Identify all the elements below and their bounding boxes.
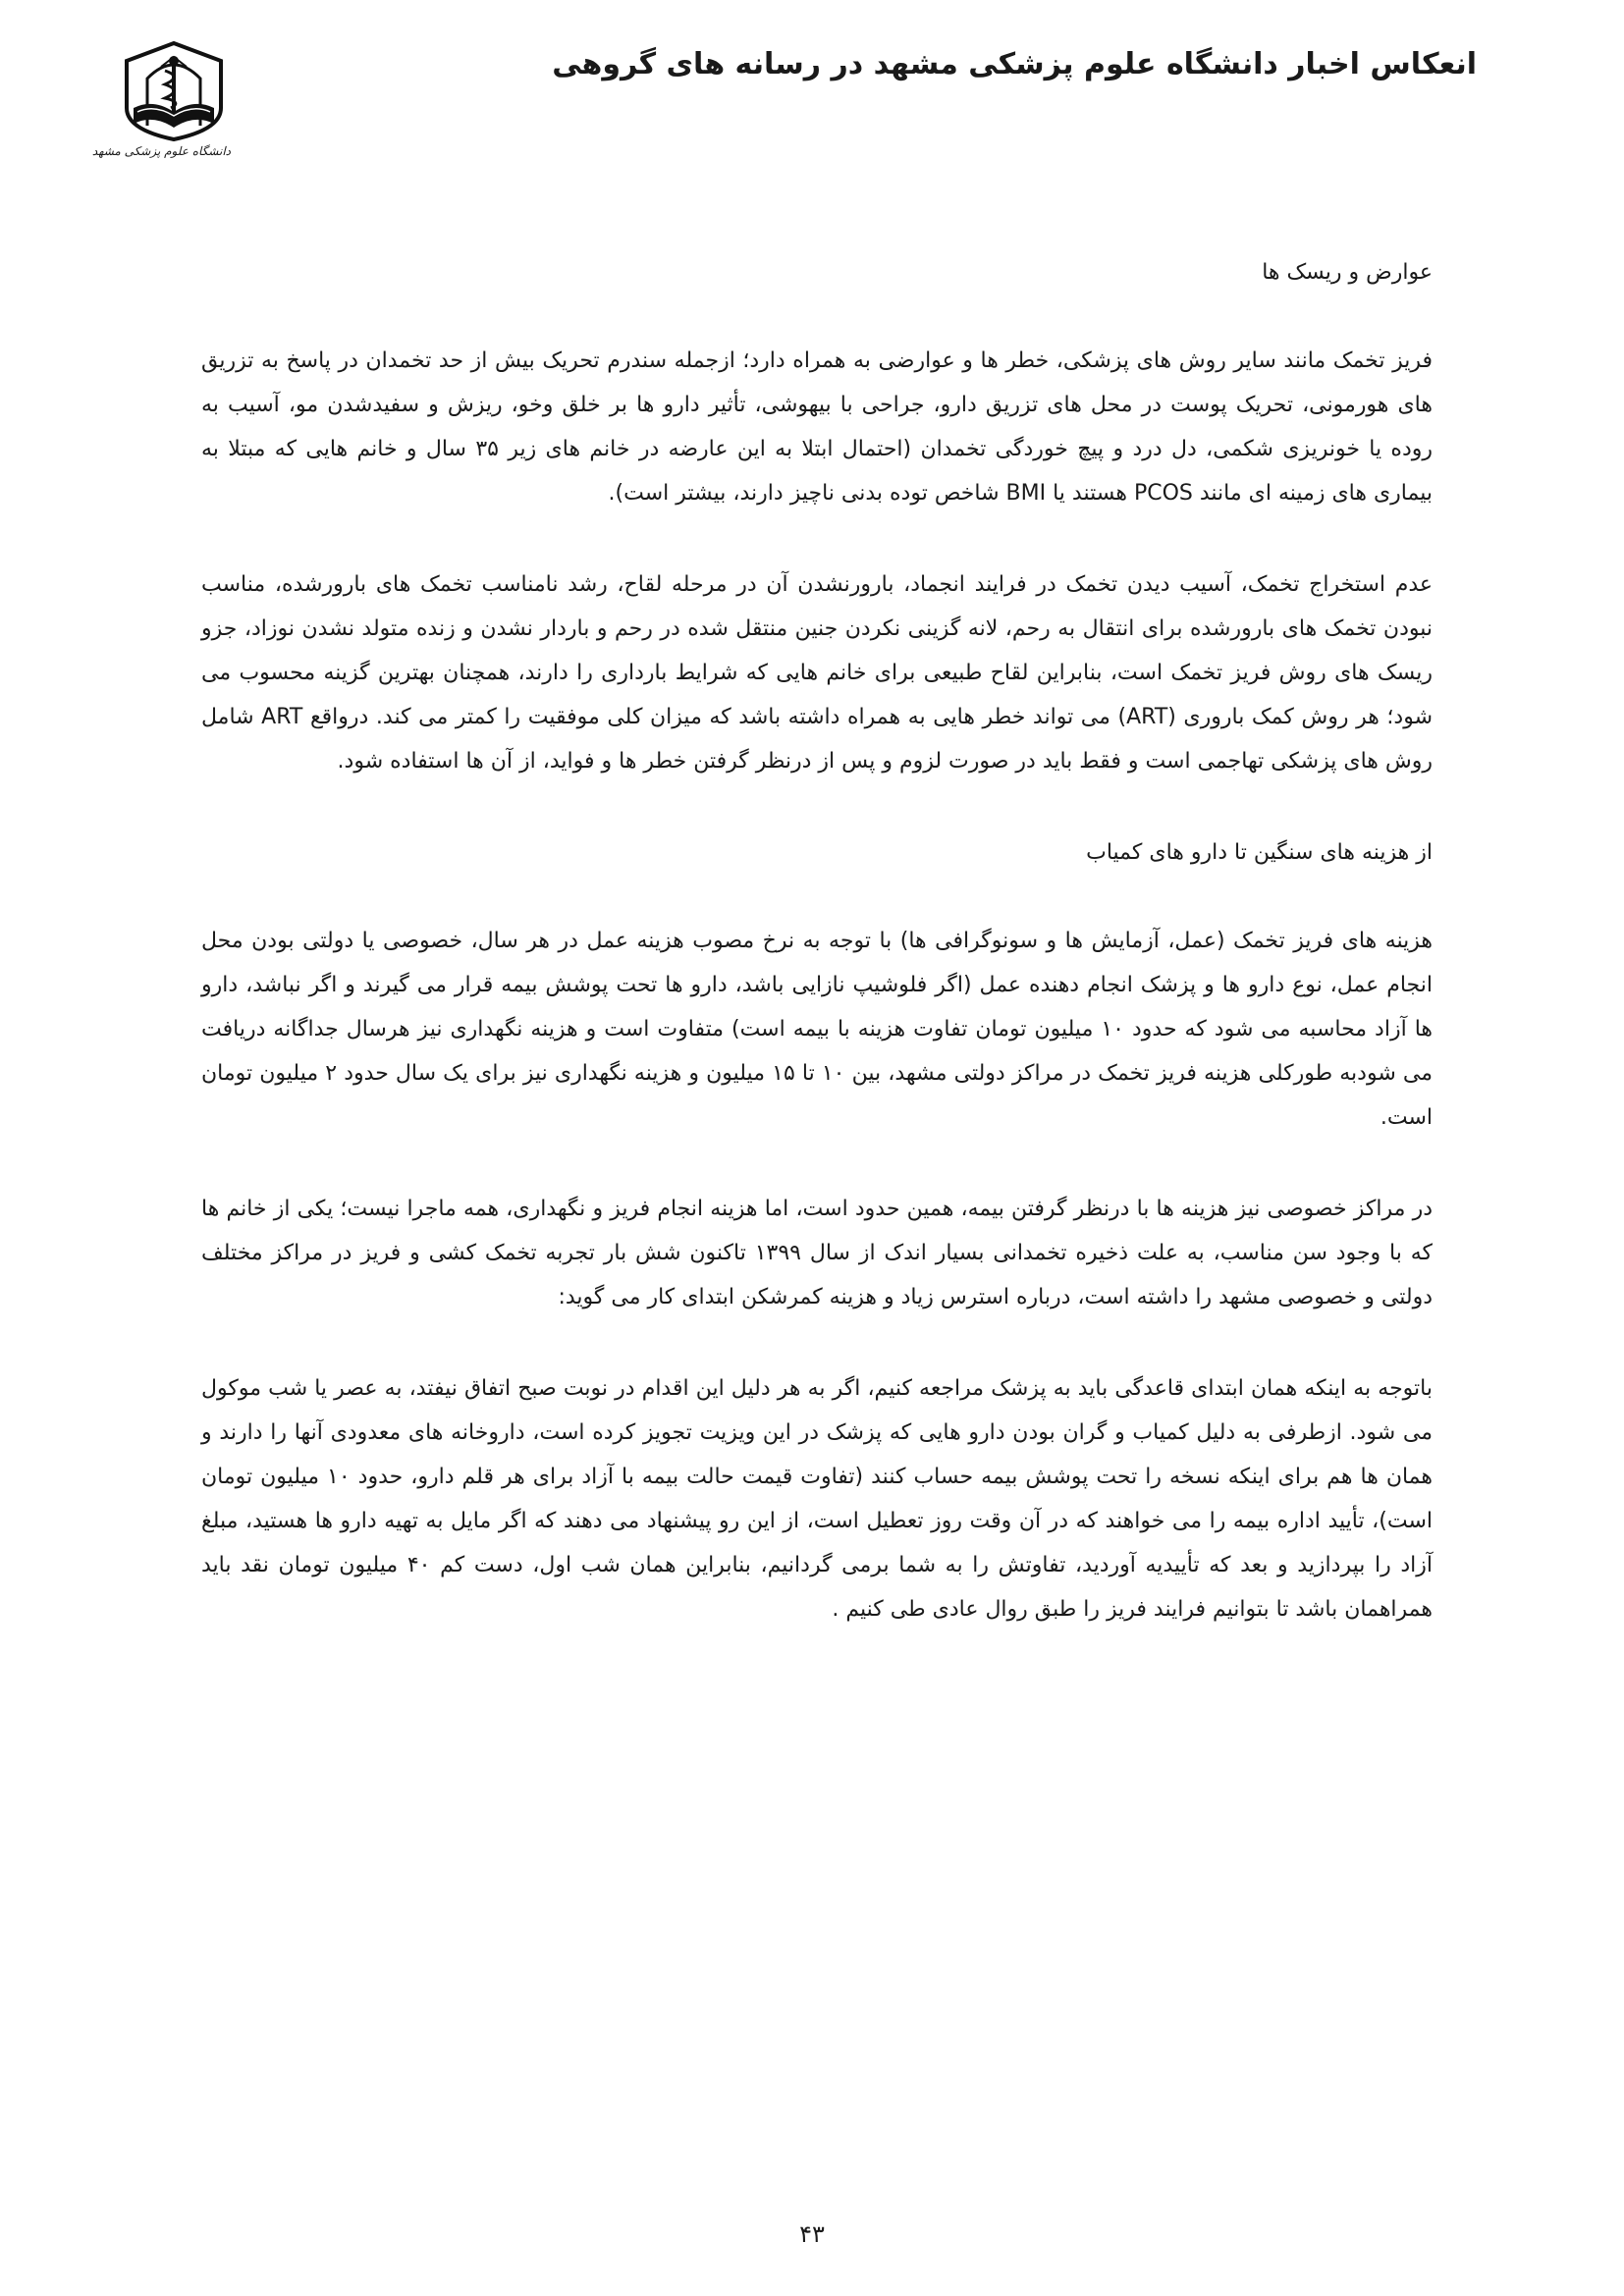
university-logo: [91, 39, 231, 167]
paragraph-side-effects: فریز تخمک مانند سایر روش های پزشکی، خطر ها و عوارضی به همراه دارد؛ ازجمله سندرم تحریک بیش از حد تخمدان در پاسخ به تزریق های هورمونی، تحریک پوست در محل های تزریق دارو، جراحی با بیهوشی، تأثیر دارو ها بر خلق وخو، ریزش و سفیدشدن مو، آسیب به روده یا خونریزی شکمی، دل درد و پیچ خوردگی تخمدان (احتمال ابتلا به این عارضه در خانم های زیر ۳۵ سال و خانم هایی که مبتلا به بیماری های زمینه ای مانند PCOS هستند یا BMI شاخص توده بدنی ناچیز دارند، بیشتر است).: [201, 348, 1433, 506]
paragraph-private-centers: در مراکز خصوصی نیز هزینه ها با درنظر گرفتن بیمه، همین حدود است، اما هزینه انجام فریز و نگهداری، همه ماجرا نیست؛ یکی از خانم ها که با وجود سن مناسب، به علت ذخیره تخمدانی بسیار اندک از سال ۱۳۹۹ تاکنون شش بار تجربه تخمک کشی و فریز در مراکز مختلف دولتی و خصوصی مشهد را داشته است، درباره استرس زیاد و هزینه کمرشکن ابتدای کار می گوید:: [201, 1197, 1433, 1309]
page-number: ۴۳: [799, 2220, 825, 2248]
logo-caption: دانشگاه علوم پزشکی مشهد: [91, 144, 231, 158]
university-emblem-icon: [118, 39, 231, 142]
paragraph-testimony: باتوجه به اینکه همان ابتدای قاعدگی باید به پزشک مراجعه کنیم، اگر به هر دلیل این اقدام در نوبت صبح اتفاق نیفتد، به عصر یا شب موکول می شود. ازطرفی به دلیل کمیاب و گران بودن دارو هایی که پزشک در این ویزیت تجویز کرده است، داروخانه های معدودی آنها را دارند و همان ها هم برای اینکه نسخه را تحت پوشش بیمه حساب کنند (تفاوت قیمت حالت بیمه با آزاد برای هر قلم دارو، حدود ۱۰ میلیون تومان است)، تأیید اداره بیمه را می خواهند که در آن وقت روز تعطیل است، از این رو پیشنهاد می دهند که اگر مایل به تهیه دارو ها هستید، مبلغ آزاد را بپردازید و بعد که تأییدیه آوردید، تفاوتش را به شما برمی گردانیم، بنابراین همان شب اول، دست کم ۴۰ میلیون تومان نقد باید همراهمان باشد تا بتوانیم فرایند فریز را طبق روال عادی طی کنیم .: [201, 1376, 1433, 1622]
article-body: [201, 250, 1433, 1679]
header-title: انعکاس اخبار دانشگاه علوم پزشکی مشهد در رسانه های گروهی: [552, 47, 1477, 81]
paragraph-costs: هزینه های فریز تخمک (عمل، آزمایش ها و سونوگرافی ها) با توجه به نرخ مصوب هزینه عمل در هر سال، خصوصی یا دولتی بودن محل انجام عمل، نوع دارو ها و پزشک انجام دهنده عمل (اگر فلوشیپ نازایی باشد، دارو ها تحت پوشش بیمه قرار می گیرند و اگر نباشد، دارو ها آزاد محاسبه می شود که حدود ۱۰ میلیون تومان تفاوت هزینه با بیمه است) متفاوت است و هزینه نگهداری نیز هرسال جداگانه دریافت می شودبه طورکلی هزینه فریز تخمک در مراکز دولتی مشهد، بین ۱۰ تا ۱۵ میلیون و هزینه نگهداری نیز برای یک سال حدود ۲ میلیون تومان است.: [201, 929, 1434, 1130]
section-heading-side-effects: عوارض و ریسک ها: [1262, 260, 1433, 285]
section-heading-costs: از هزینه های سنگین تا دارو های کمیاب: [1086, 840, 1433, 865]
paragraph-risks: عدم استخراج تخمک، آسیب دیدن تخمک در فرایند انجماد، بارورنشدن آن در مرحله لقاح، رشد نامناسب تخمک های بارورشده، مناسب نبودن تخمک های بارورشده برای انتقال به رحم، لانه گزینی نکردن جنین منتقل شده در رحم و باردار نشدن و زنده متولد نشدن نوزاد، جزو ریسک های روش فریز تخمک است، بنابراین لقاح طبیعی برای خانم هایی که شرایط بارداری را دارند، همچنان بهترین گزینه محسوب می شود؛ هر روش کمک باروری (ART) می تواند خطر هایی به همراه داشته باشد که میزان کلی موفقیت را کمتر می کند. درواقع ART شامل روش های پزشکی تهاجمی است و فقط باید در صورت لزوم و پس از درنظر گرفتن خطر ها و فواید، از آن ها استفاده شود.: [201, 572, 1433, 774]
